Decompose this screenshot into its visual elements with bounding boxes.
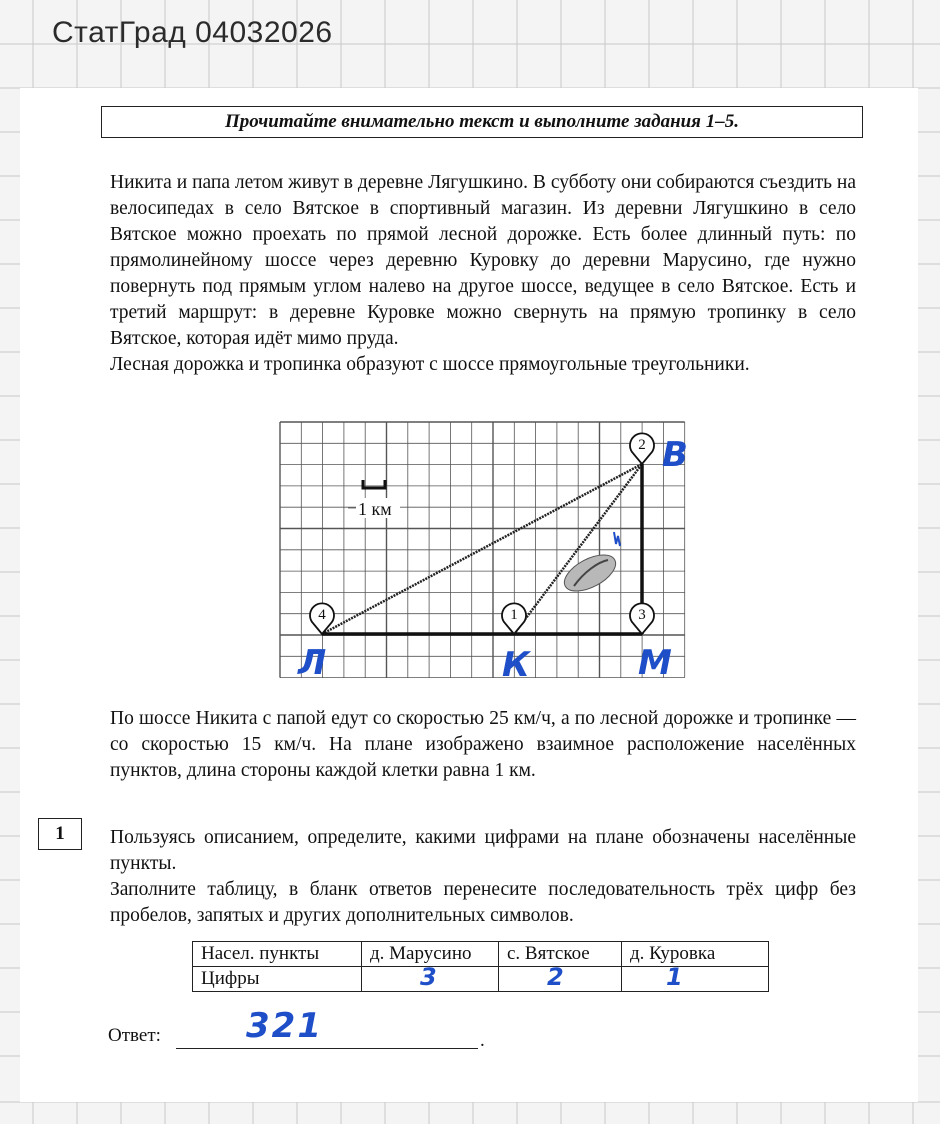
marker-1 [502, 603, 526, 634]
answer-field[interactable] [176, 1048, 478, 1049]
village-map [262, 420, 702, 690]
marker-3-label: 3 [638, 607, 646, 623]
task-1-paragraph-2: Заполните таблицу, в бланк ответов перенесите последовательность трёх цифр без пробелов, запятых и других дополнительных символов. [110, 879, 856, 926]
digit-cell-marusino[interactable] [362, 963, 499, 992]
digit-cell-kurovka[interactable] [622, 963, 769, 992]
settlements-table [192, 941, 769, 992]
handwritten-letter-l: Л [298, 643, 327, 683]
handwritten-digit: 2 [547, 963, 564, 991]
handwritten-letter-m: М [638, 643, 672, 683]
task-1-paragraph-1: Пользуясь описанием, определите, какими цифрами на плане обозначены населённые пункты. [110, 827, 856, 874]
handwritten-digit: 1 [666, 963, 683, 991]
page-header-title: СтатГрад 04032026 [52, 16, 333, 49]
marker-2 [630, 433, 654, 464]
digit-cell-vyatskoe[interactable] [499, 963, 622, 992]
handwritten-digit: 3 [420, 963, 437, 991]
intro-paragraph-2: Лесная дорожка и тропинка образуют с шоссе прямоугольные треугольники. [110, 354, 750, 375]
answer-period: . [480, 1030, 485, 1051]
scale-label: 1 км [358, 499, 392, 519]
table-header-cell: Насел. пункты [193, 942, 362, 967]
handwritten-answer: 321 [246, 1006, 323, 1046]
marker-4-label: 4 [318, 607, 326, 623]
task-number-box: 1 [38, 818, 82, 850]
speed-text [110, 706, 856, 784]
marker-3 [630, 603, 654, 634]
instruction-banner: Прочитайте внимательно текст и выполните задания 1–5. [101, 106, 863, 138]
speed-paragraph: По шоссе Никита с папой едут со скоростью 25 км/ч, а по лесной дорожке и тропинке — со скоростью 15 км/ч. На плане изображено взаимное расположение населённых пунктов, длина стороны каждой клетки равна 1 км. [110, 708, 856, 781]
pond-shape [559, 547, 622, 598]
intro-text [110, 170, 856, 378]
table-header-cell: д. Куровка [622, 942, 769, 967]
table-digits-row [193, 967, 769, 992]
intro-paragraph-1: Никита и папа летом живут в деревне Лягушкино. В субботу они собираются съездить на велосипедах в село Вятское в спортивный магазин. Из деревни Лягушкино в село Вятское можно проехать по прямой лесной дорожке. Есть более длинный путь: по прямолинейному шоссе через деревню Куровку до деревни Марусино, где нужно повернуть под прямым углом налево на другое шоссе, ведущее в село Вятское. Есть и третий маршрут: в деревне Куровке можно свернуть на прямую тропинку в село Вятское, которая идёт мимо пруда. [110, 172, 856, 349]
answer-label: Ответ: [108, 1025, 161, 1046]
ink-mark [614, 532, 620, 546]
handwritten-letter-k: К [502, 645, 530, 685]
table-header-cell: с. Вятское [499, 942, 622, 967]
handwritten-letter-v: В [662, 435, 688, 475]
table-header-cell: д. Марусино [362, 942, 499, 967]
marker-1-label: 1 [510, 607, 518, 623]
marker-2-label: 2 [638, 437, 646, 453]
task-1-text [110, 825, 856, 929]
table-row-label: Цифры [193, 967, 362, 992]
